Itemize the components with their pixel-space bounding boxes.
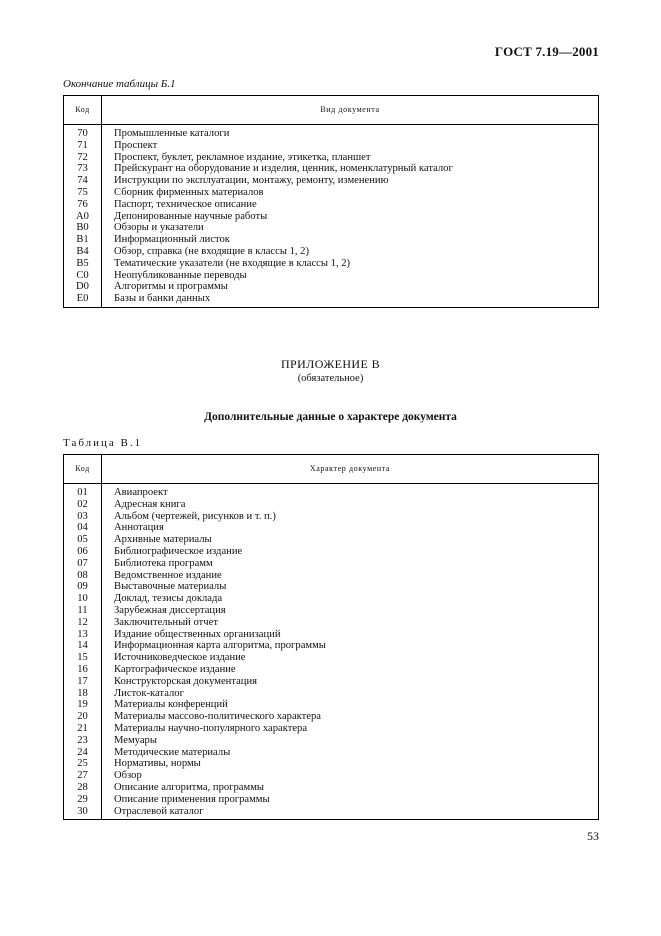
annex-subtitle: (обязательное) (297, 373, 364, 384)
table-row (64, 782, 599, 794)
row-name: Информационный листок (114, 234, 230, 246)
table-row (64, 747, 599, 759)
row-name: Материалы конференций (114, 699, 228, 711)
row-name: Аннотация (114, 522, 164, 534)
row-name: Отраслевой каталог (114, 805, 204, 817)
document-id: ГОСТ 7.19—2001 (494, 44, 599, 59)
row-name: Депонированные научные работы (114, 210, 268, 222)
row-code: 13 (64, 629, 102, 641)
row-code: 76 (64, 199, 102, 211)
table-row (64, 293, 599, 307)
row-name: Информационная карта алгоритма, программы (114, 640, 326, 652)
row-code: D0 (64, 281, 102, 293)
table-row (64, 222, 599, 234)
row-code: 74 (64, 175, 102, 187)
table-row (64, 163, 599, 175)
table-row (64, 258, 599, 270)
row-code: 07 (64, 558, 102, 570)
table-v1-header-code: Код (64, 455, 102, 484)
table-b1 (63, 95, 599, 308)
table-row (64, 723, 599, 735)
table-row (64, 558, 599, 570)
row-name: Описание применения программы (114, 793, 270, 805)
table-row (64, 676, 599, 688)
row-name: Архивные материалы (114, 534, 212, 546)
row-name: Конструкторская документация (114, 675, 258, 687)
row-name: Неопубликованные переводы (114, 269, 247, 281)
table-v1-caption: Таблица В.1 (63, 437, 143, 449)
table-b1-caption: Окончание таблицы Б.1 (63, 78, 176, 90)
row-name: Мемуары (114, 734, 157, 746)
table-b1-body (64, 125, 599, 308)
table-row (64, 652, 599, 664)
table-row (64, 617, 599, 629)
row-name: Промышленные каталоги (114, 128, 230, 139)
row-name: Проспект, буклет, рекламное издание, этикетка, планшет (114, 151, 371, 163)
row-code: 27 (64, 770, 102, 782)
row-name: Доклад, тезисы доклада (114, 593, 223, 605)
section-heading: Дополнительные данные о характере документа (204, 411, 457, 423)
row-code: 19 (64, 699, 102, 711)
table-row (64, 484, 599, 499)
row-code: 16 (64, 664, 102, 676)
row-code: 09 (64, 581, 102, 593)
table-row (64, 270, 599, 282)
table-row (64, 499, 599, 511)
row-code: 15 (64, 652, 102, 664)
row-name: Методические материалы (114, 746, 231, 758)
row-name: Адресная книга (114, 498, 186, 510)
table-row (64, 688, 599, 700)
row-code: B0 (64, 222, 102, 234)
table-row (64, 234, 599, 246)
table-row (64, 140, 599, 152)
table-row (64, 735, 599, 747)
row-name: Обзор (114, 770, 142, 782)
row-code: 14 (64, 640, 102, 652)
row-name: Зарубежная диссертация (114, 604, 226, 616)
row-name: Издание общественных организаций (114, 628, 281, 640)
table-row (64, 593, 599, 605)
row-code: 73 (64, 163, 102, 175)
row-name: Обзоры и указатели (114, 222, 204, 234)
table-row (64, 806, 599, 820)
table-row (64, 534, 599, 546)
table-row (64, 246, 599, 258)
row-code: 28 (64, 782, 102, 794)
row-name: Альбом (чертежей, рисунков и т. п.) (114, 510, 276, 522)
row-code: 02 (64, 499, 102, 511)
row-code: 30 (64, 806, 102, 820)
row-name: Ведомственное издание (114, 569, 222, 581)
table-row (64, 211, 599, 223)
row-name: Инструкции по эксплуатации, монтажу, ремонту, изменению (114, 175, 389, 187)
table-row (64, 664, 599, 676)
row-code: B1 (64, 234, 102, 246)
row-code: C0 (64, 270, 102, 282)
table-row (64, 699, 599, 711)
row-name: Источниковедческое издание (114, 652, 246, 664)
row-name: Авиапроект (114, 487, 168, 498)
table-v1 (63, 454, 599, 820)
row-code: A0 (64, 211, 102, 223)
table-row (64, 770, 599, 782)
table-row (64, 199, 599, 211)
table-row (64, 546, 599, 558)
row-name: Нормативы, нормы (114, 758, 201, 770)
row-code: 12 (64, 617, 102, 629)
table-row (64, 758, 599, 770)
table-v1-body (64, 484, 599, 820)
page-number: 53 (587, 829, 599, 843)
row-name: Листок-каталог (114, 687, 184, 699)
table-row (64, 511, 599, 523)
table-row (64, 794, 599, 806)
row-name: Паспорт, техническое описание (114, 198, 257, 210)
row-code: 23 (64, 735, 102, 747)
row-code: 75 (64, 187, 102, 199)
row-name: Прейскурант на оборудование и изделия, ценник, номенклатурный каталог (114, 163, 453, 175)
table-b1-header-name: Вид документа (102, 96, 599, 125)
table-row (64, 605, 599, 617)
row-code: E0 (64, 293, 102, 307)
row-code: 17 (64, 676, 102, 688)
table-row (64, 152, 599, 164)
row-name: Сборник фирменных материалов (114, 186, 264, 198)
row-code: 04 (64, 522, 102, 534)
row-code: 71 (64, 140, 102, 152)
row-name: Выставочные материалы (114, 581, 227, 593)
row-name: Библиотека программ (114, 557, 213, 569)
row-name: Тематические указатели (не входящие в классы 1, 2) (114, 257, 351, 269)
row-code: 29 (64, 794, 102, 806)
row-code: 18 (64, 688, 102, 700)
table-row (64, 581, 599, 593)
table-row (64, 175, 599, 187)
row-name: Алгоритмы и программы (114, 281, 228, 293)
table-row (64, 281, 599, 293)
row-code: 05 (64, 534, 102, 546)
table-row (64, 711, 599, 723)
row-name: Материалы научно-популярного характера (114, 722, 308, 734)
row-code: 24 (64, 747, 102, 759)
annex-title: ПРИЛОЖЕНИЕ В (280, 357, 381, 371)
table-row (64, 522, 599, 534)
row-name: Библиографическое издание (114, 545, 243, 557)
table-b1-header-code: Код (64, 96, 102, 125)
row-code: 20 (64, 711, 102, 723)
row-name: Базы и банки данных (114, 293, 211, 305)
row-code: 01 (64, 484, 102, 499)
row-name: Проспект (114, 139, 158, 151)
row-code: B5 (64, 258, 102, 270)
table-row (64, 187, 599, 199)
row-code: 06 (64, 546, 102, 558)
row-code: 25 (64, 758, 102, 770)
row-code: 08 (64, 570, 102, 582)
row-code: B4 (64, 246, 102, 258)
row-code: 70 (64, 125, 102, 140)
row-code: 72 (64, 152, 102, 164)
table-row (64, 640, 599, 652)
table-row (64, 570, 599, 582)
row-code: 03 (64, 511, 102, 523)
row-name: Описание алгоритма, программы (114, 781, 265, 793)
table-v1-header-name: Характер документа (102, 455, 599, 484)
table-row (64, 125, 599, 140)
row-name: Материалы массово-политического характера (114, 711, 321, 723)
row-name: Картографическое издание (114, 663, 236, 675)
row-code: 11 (64, 605, 102, 617)
row-code: 10 (64, 593, 102, 605)
row-code: 21 (64, 723, 102, 735)
row-name: Заключительный отчет (114, 616, 218, 628)
table-row (64, 629, 599, 641)
row-name: Обзор, справка (не входящие в классы 1, 2) (114, 245, 310, 257)
